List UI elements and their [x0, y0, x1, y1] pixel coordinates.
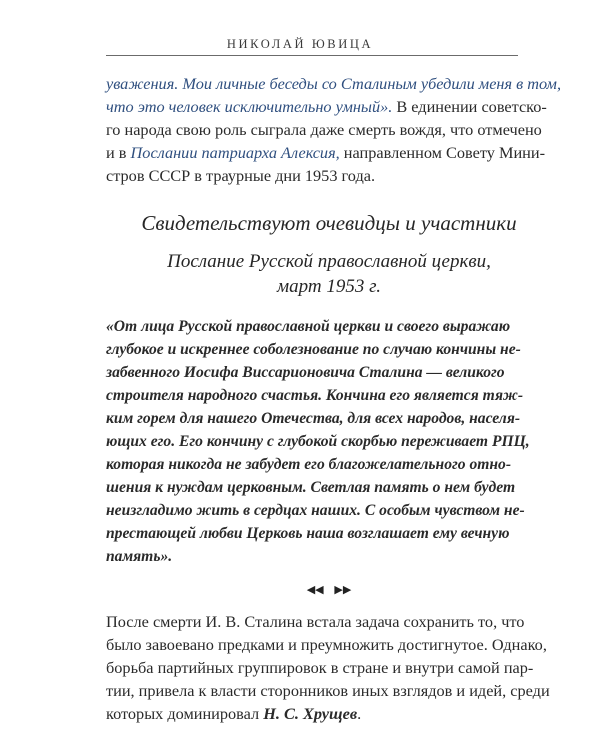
subtitle-line: март 1953 г.	[276, 276, 381, 297]
quote-line: строителя народного счастья. Кончина его является тяж-	[106, 387, 524, 404]
intro-paragraph	[106, 72, 562, 187]
quote-line: шения к нуждам церковным. Светлая память о нем будет	[106, 479, 516, 496]
section-title: Свидетельствуют очевидцы и участники	[141, 211, 517, 235]
closing-line: было завоевано предками и преумножить достигнутое. Однако,	[106, 635, 547, 654]
quote-continuation: уважения. Мои личные беседы со Сталиным убедили меня в том,	[106, 74, 562, 93]
patriarch-message-reference: Послании патриарха Алексия,	[130, 143, 340, 162]
quote-continuation-end: что это человек исключительно умный».	[106, 97, 393, 116]
page-content	[106, 72, 562, 725]
intro-line	[106, 141, 552, 164]
closing-paragraph	[106, 610, 552, 725]
running-head: НИКОЛАЙ ЮВИЦА	[226, 37, 374, 51]
quote-line: престающей любви Церковь наша возглашает ему вечную	[106, 525, 510, 542]
quote-line: неизгладимо жить в сердцах наших. С особым чувством не-	[106, 502, 525, 519]
right-arrows-icon: ▶▶	[334, 584, 352, 596]
intro-text: В единении советско-	[392, 97, 547, 116]
intro-line	[106, 95, 552, 118]
header-rule	[106, 55, 518, 56]
intro-text: и в	[106, 143, 131, 162]
quote-line: глубокое и искреннее соболезнование по случаю кончины не-	[106, 341, 521, 358]
closing-line: борьба партийных группировок в стране и внутри самой пар-	[106, 658, 534, 677]
closing-line	[106, 702, 552, 725]
left-arrows-icon: ◀◀	[306, 584, 324, 596]
closing-text: которых доминировал	[106, 704, 264, 723]
quote-line: которая никогда не забудет его благожелательного отно-	[106, 456, 512, 473]
khrushchev-name: Н. С. Хрущев	[263, 704, 358, 723]
intro-line: стров СССР в траурные дни 1953 года.	[106, 166, 376, 185]
church-message-quote	[106, 315, 552, 568]
quote-line: ющих его. Его кончину с глубокой скорбью переживает РПЦ,	[106, 433, 530, 450]
intro-line: го народа свою роль сыграла даже смерть вождя, что отмечено	[106, 120, 542, 139]
closing-line: После смерти И. В. Сталина встала задача сохранить то, что	[106, 612, 525, 631]
section-separator	[106, 582, 552, 598]
subtitle-line: Послание Русской православной церкви,	[167, 251, 491, 272]
intro-text: направленном Совету Мини-	[339, 143, 546, 162]
section-subtitle	[106, 249, 552, 299]
quote-line: память».	[106, 548, 173, 565]
quote-line: «От лица Русской православной церкви и своего выражаю	[106, 318, 511, 335]
quote-line: забвенного Иосифа Виссарионовича Сталина — великого	[106, 364, 505, 381]
closing-line: тии, привела к власти сторонников иных взглядов и идей, среди	[106, 681, 550, 700]
closing-text: .	[357, 704, 362, 723]
intro-line	[106, 72, 562, 95]
quote-line: ким горем для нашего Отечества, для всех народов, населя-	[106, 410, 521, 427]
